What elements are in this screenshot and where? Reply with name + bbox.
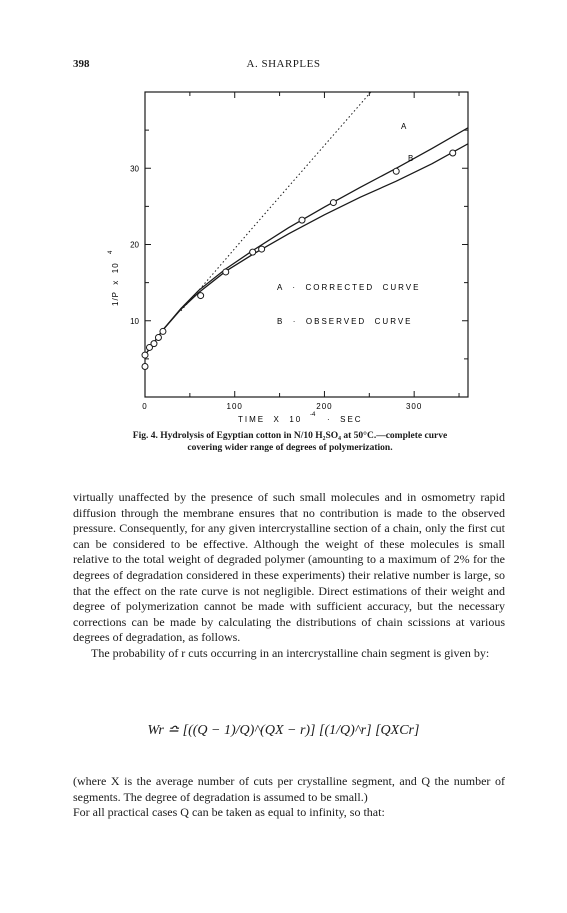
x-tick-label: 300: [405, 402, 423, 411]
data-point: [223, 269, 229, 275]
x-tick-label: 100: [226, 402, 243, 411]
y-axis-title: [108, 250, 120, 306]
x-axis-unit: · SEC: [327, 415, 363, 424]
data-point: [393, 168, 399, 174]
paragraph-1: virtually unaffected by the presence of such small molecules and in osmometry rapid diffusion through the membrane ensures that no contribution is made to the observed pressure. Consequently, for any given intercrystalline section of a chain, only the first cut can be considered to be effective. Although the weight of these molecules is small relative to the total weight of degraded polymer (amounting to a maximum of 2% for the degrees of degradation considered in these experiments) their relative number is large, so that the effect on the rate curve is not negligible. Direct estimations of their weight and degree of polymerization cannot be made with sufficient accuracy, but the necessary corrections can be made by calculating the distributions of chain scissions at various degrees of degradation, as follows.: [73, 490, 505, 645]
data-point: [299, 217, 305, 223]
caption-lead: Fig. 4.: [132, 431, 158, 441]
curve-a-label: A: [401, 122, 407, 131]
x-axis-title: [238, 412, 363, 424]
paragraph-2: The probability of r cuts occurring in an intercrystalline chain segment is given by:: [91, 645, 490, 660]
legend-a: A · CORRECTED CURVE: [277, 283, 421, 292]
x-tick-label: 200: [316, 402, 333, 411]
running-head: A. SHARPLES: [246, 58, 321, 70]
data-point: [250, 249, 256, 255]
paragraph-4: For all practical cases Q can be taken as equal to infinity, so that:: [73, 805, 385, 820]
x-axis-exponent: -4: [310, 412, 316, 418]
data-point: [142, 364, 148, 370]
paragraph-3: (where X is the average number of cuts per crystalline segment, and Q the number of segments. The degree of degradation is assumed to be small.): [73, 774, 505, 804]
page-number: 398: [73, 58, 90, 70]
figure-4-chart: [0, 0, 567, 430]
curve-b-label: B: [408, 154, 414, 163]
data-point: [160, 328, 166, 334]
equation-text: Wr ≏ [((Q − 1)/Q)^(QX − r)] [(1/Q)^r] [QXCr]: [147, 723, 420, 738]
y-tick-label: 30: [130, 164, 139, 174]
plot-frame: [145, 92, 468, 397]
figure-caption: [75, 430, 505, 454]
y-axis-label: 1/P x 10: [111, 262, 120, 306]
y-tick-label: 10: [130, 316, 139, 326]
caption-text-2: covering wider range of degrees of polymerization.: [187, 443, 393, 453]
data-point: [259, 246, 265, 252]
body-text: [73, 490, 505, 662]
data-points: [142, 150, 456, 370]
y-axis-exponent: 4: [108, 250, 114, 254]
data-point: [155, 335, 161, 341]
data-point: [198, 293, 204, 299]
data-point: [151, 341, 157, 347]
dotted-reference-line: [181, 73, 387, 311]
x-tick-label: 0: [142, 402, 148, 411]
x-axis-label: TIME X 10: [238, 415, 303, 424]
y-tick-label: 20: [130, 240, 139, 250]
data-point: [330, 200, 336, 206]
data-point: [142, 352, 148, 358]
equation-wr: [0, 722, 567, 772]
axis-ticks: [130, 92, 468, 411]
data-point: [450, 150, 456, 156]
series-layer: [145, 73, 468, 355]
legend-b: B · OBSERVED CURVE: [277, 317, 413, 326]
caption-text: Hydrolysis of Egyptian cotton in N/10 H₂SO₄ at 50°C.—complete curve: [160, 431, 448, 441]
body-text-after-equation: [73, 774, 505, 821]
